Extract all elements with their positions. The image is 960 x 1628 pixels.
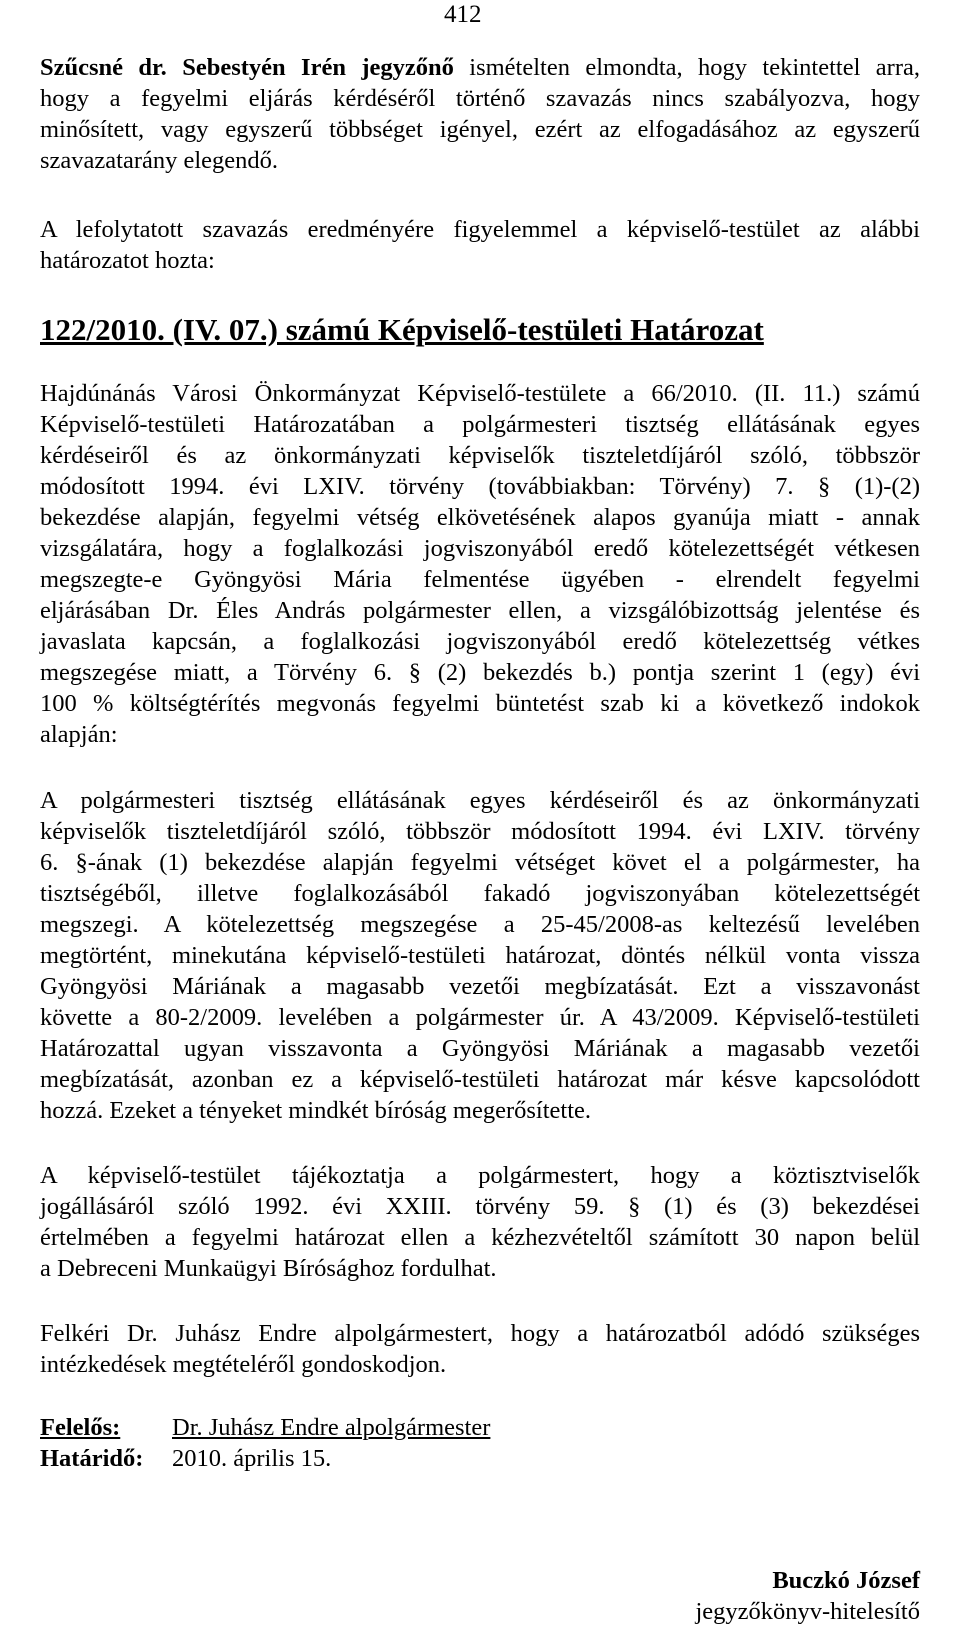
text-line: megszegi. A kötelezettség megszegése a 25-45/2008-as keltezésű levelében [40, 911, 920, 938]
notary-name: Szűcsné dr. Sebestyén Irén jegyzőnő [40, 54, 454, 81]
paragraph-appeal-info [40, 1160, 920, 1284]
page-number: 412 [444, 1, 482, 28]
text-line: követte a 80-2/2009. levelében a polgármester úr. A 43/2009. Képviselő-testületi [40, 1004, 920, 1031]
text-line: alapján: [40, 721, 118, 748]
text-line: határozatot hozta: [40, 247, 215, 274]
text-line: vizsgálatára, hogy a foglalkozási jogviszonyából eredő kötelezettségét vétkesen [40, 535, 920, 562]
text-line: kérdéseiről és az önkormányzati képviselők tiszteletdíjáról szóló, többször [40, 442, 920, 469]
text-line: intézkedések megtételéről gondoskodjon. [40, 1351, 447, 1378]
text-line: a Debreceni Munkaügyi Bírósághoz fordulhat. [40, 1255, 497, 1282]
text-line: 6. §-ának (1) bekezdése alapján fegyelmi vétséget követ el a polgármester, ha [40, 849, 920, 876]
responsible-row [40, 1412, 490, 1443]
text-line: Gyöngyösi Máriának a magasabb vezetői megbízatását. Ezt a visszavonást [40, 973, 920, 1000]
text-line: Hajdúnánás Városi Önkormányzat Képviselő-testülete a 66/2010. (II. 11.) számú [40, 380, 920, 407]
signature-block [695, 1565, 920, 1627]
deadline-value: 2010. április 15. [172, 1445, 332, 1472]
text-line: Felkéri Dr. Juhász Endre alpolgármestert, hogy a határozatból adódó szükséges [40, 1320, 920, 1347]
signatory-name: Buczkó József [772, 1567, 920, 1594]
resolution-title: 122/2010. (IV. 07.) számú Képviselő-testületi Határozat [40, 312, 764, 347]
text-line: képviselők tiszteletdíjáról szóló, többször módosított 1994. évi LXIV. törvény [40, 818, 920, 845]
text-line: eljárásában Dr. Éles András polgármester ellen, a vizsgálóbizottság jelentése és [40, 597, 920, 624]
text-line: bekezdése alapján, fegyelmi vétség elkövetésének alapos gyanúja miatt - annak [40, 504, 920, 531]
paragraph-vote-result [40, 214, 920, 276]
resolution-title-wrap [40, 312, 920, 348]
text-line: megszegte-e Gyöngyösi Mária felmentése ügyében - elrendelt fegyelmi [40, 566, 920, 593]
text-line: módosított 1994. évi LXIV. törvény (továbbiakban: Törvény) 7. § (1)-(2) [40, 473, 920, 500]
text-line: tisztségéből, illetve foglalkozásából fakadó jogviszonyában kötelezettségét [40, 880, 920, 907]
paragraph-resolution-body [40, 378, 920, 750]
text-line: Képviselő-testületi Határozatában a polgármesteri tisztség ellátásának egyes [40, 411, 920, 438]
text-line: hozzá. Ezeket a tényeket mindkét bíróság megerősítette. [40, 1097, 592, 1124]
responsible-label: Felelős: [40, 1414, 121, 1441]
text-line: értelmében a fegyelmi határozat ellen a kézhezvételtől számított 30 napon belül [40, 1224, 920, 1251]
text-line: jogállásáról szóló 1992. évi XXIII. törvény 59. § (1) és (3) bekezdései [40, 1193, 920, 1220]
text-line: A polgármesteri tisztség ellátásának egyes kérdéseiről és az önkormányzati [40, 787, 920, 814]
text-line: 100 % költségtérítés megvonás fegyelmi büntetést szab ki a következő indokok [40, 690, 920, 717]
text-line: hogy a fegyelmi eljárás kérdéséről történő szavazás nincs szabályozva, hogy [40, 85, 920, 112]
text-line: megbízatását, azonban ez a képviselő-testületi határozat már késve kapcsolódott [40, 1066, 920, 1093]
text-line: A lefolytatott szavazás eredményére figyelemmel a képviselő-testület az alábbi [40, 216, 920, 243]
text-line: szavazatarány elegendő. [40, 147, 279, 174]
text-line: minősített, vagy egyszerű többséget igényel, ezért az elfogadásához az egyszerű [40, 116, 920, 143]
responsible-value: Dr. Juhász Endre alpolgármester [172, 1414, 491, 1441]
paragraph-request [40, 1318, 920, 1380]
text-line: javaslata kapcsán, a foglalkozási jogviszonyából eredő kötelezettség vétkes [40, 628, 920, 655]
text-line: Szűcsné dr. Sebestyén Irén jegyzőnő ismételten elmondta, hogy tekintettel arra, [40, 54, 920, 81]
deadline-label: Határidő: [40, 1445, 144, 1472]
text-line: megtörtént, minekutána képviselő-testületi határozat, döntés nélkül vonta vissza [40, 942, 920, 969]
text-line: A képviselő-testület tájékoztatja a polgármestert, hogy a köztisztviselők [40, 1162, 920, 1189]
paragraph-reasoning [40, 785, 920, 1126]
paragraph-notary-statement [40, 52, 920, 176]
text-line: megszegése miatt, a Törvény 6. § (2) bekezdés b.) pontja szerint 1 (egy) évi [40, 659, 920, 686]
signatory-role: jegyzőkönyv-hitelesítő [695, 1598, 920, 1625]
text-line: Határozattal ugyan visszavonta a Gyöngyösi Máriának a magasabb vezetői [40, 1035, 920, 1062]
deadline-row [40, 1443, 331, 1474]
